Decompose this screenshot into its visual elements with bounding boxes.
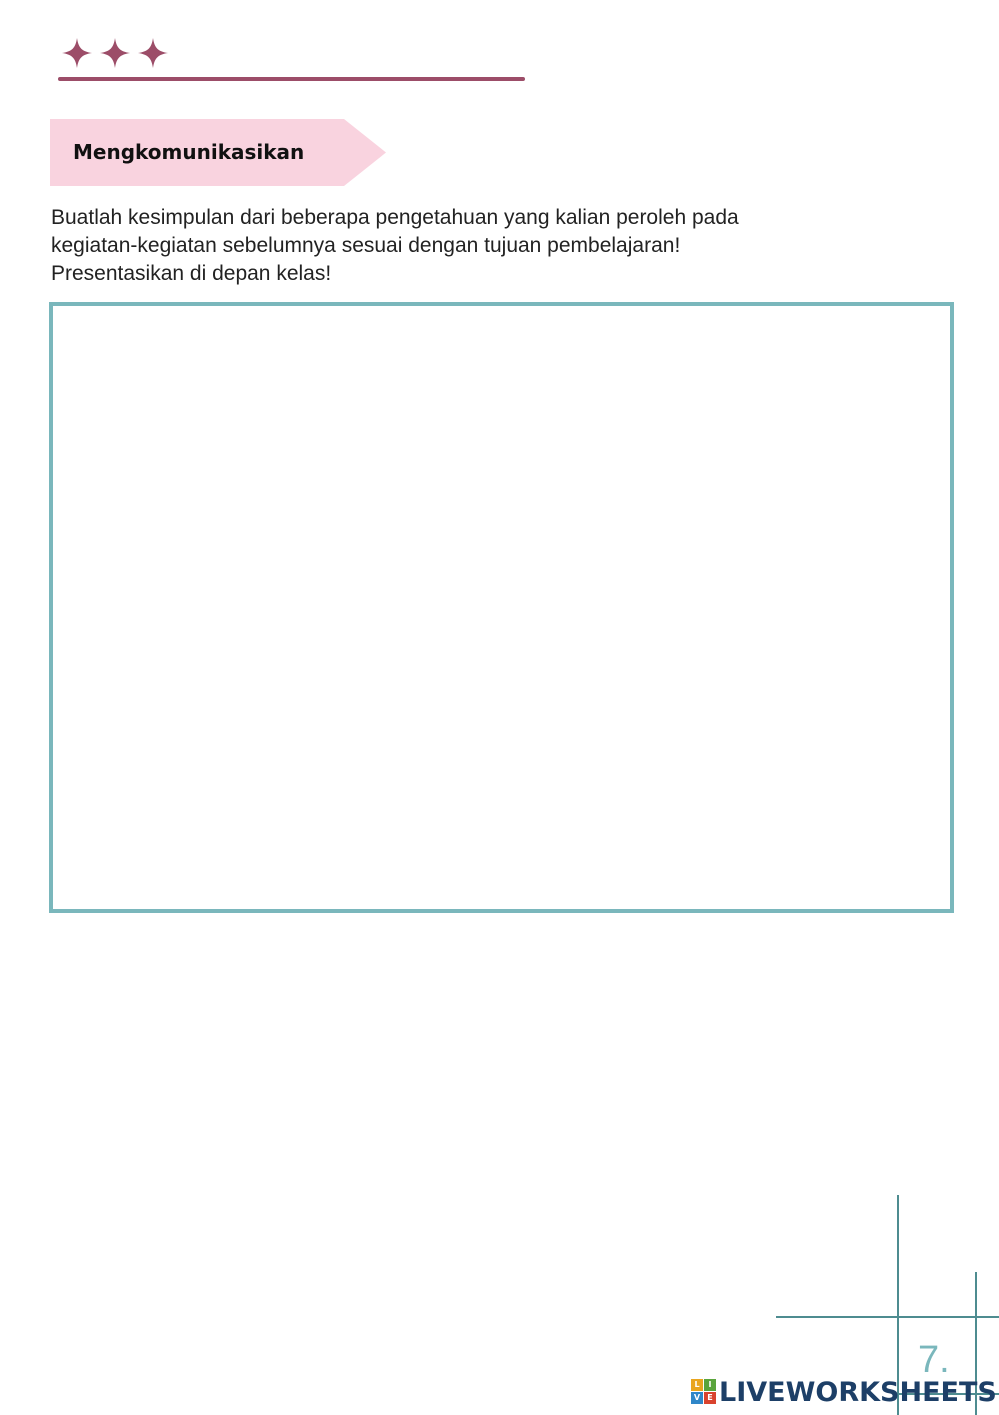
brand-mark-letter: L <box>691 1379 703 1391</box>
star-row <box>60 36 170 72</box>
instruction-line: Presentasikan di depan kelas! <box>51 262 332 285</box>
four-point-star-icon <box>98 36 132 70</box>
brand-mark-letter: V <box>691 1392 703 1404</box>
instruction-line: Buatlah kesimpulan dari beberapa pengetahuan yang kalian peroleh pada <box>51 206 739 229</box>
header-divider <box>58 77 525 81</box>
brand-mark-icon <box>691 1379 717 1405</box>
four-point-star-icon <box>60 36 94 70</box>
page-number: 7. <box>918 1339 950 1381</box>
liveworksheets-logo <box>691 1375 997 1409</box>
instructions <box>51 204 931 288</box>
footer-deco-line <box>776 1316 999 1318</box>
answer-box[interactable] <box>49 302 954 913</box>
section-title: Mengkomunikasikan <box>73 140 305 164</box>
brand-mark-letter: I <box>704 1379 716 1391</box>
four-point-star-icon <box>136 36 170 70</box>
instruction-line: kegiatan-kegiatan sebelumnya sesuai dengan tujuan pembelajaran! <box>51 234 681 257</box>
brand-mark-letter: E <box>704 1392 716 1404</box>
section-tag <box>50 119 386 186</box>
brand-text: LIVEWORKSHEETS <box>719 1376 997 1408</box>
